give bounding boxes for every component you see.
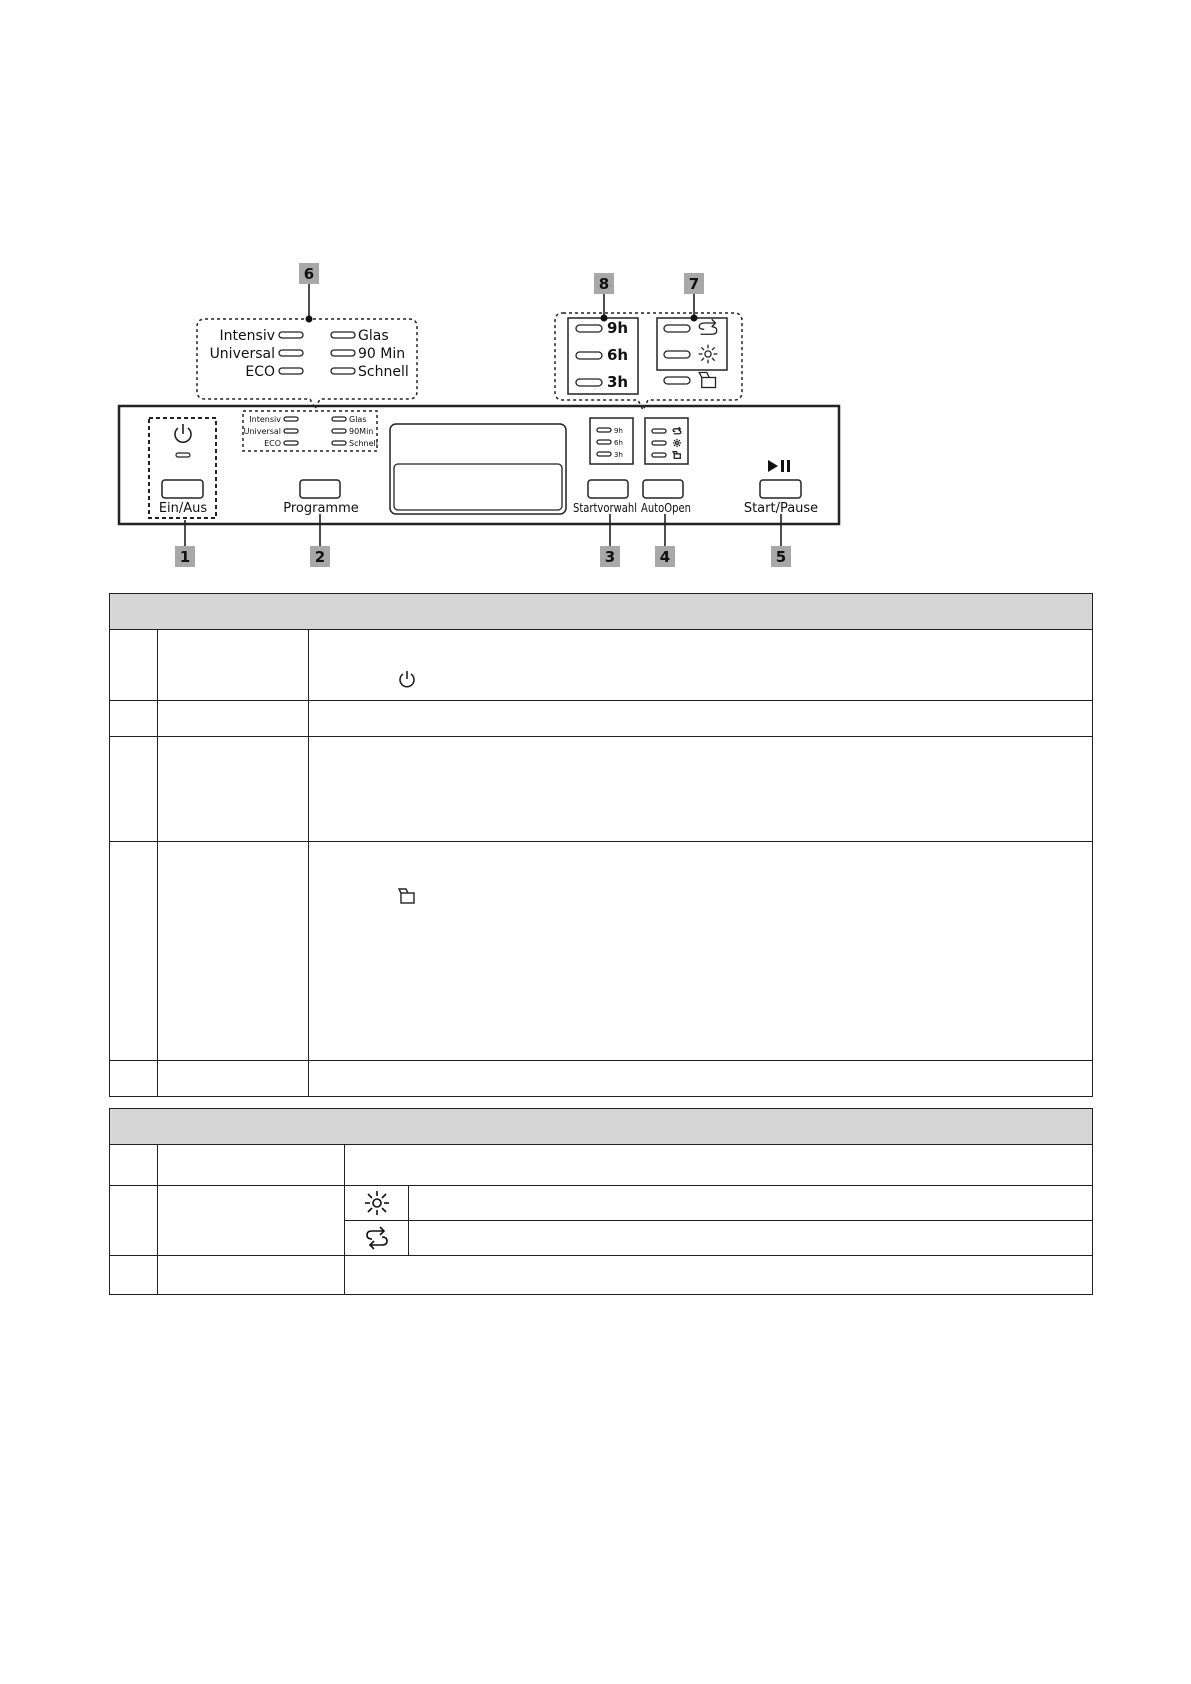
table-header-row	[110, 594, 1093, 630]
delay-light-label: 6h	[614, 439, 623, 447]
program-light-label: 90Min	[349, 427, 374, 436]
delay-light-label: 9h	[607, 319, 629, 337]
program-light-label: Intensiv	[219, 328, 275, 344]
rinse-aid-icon	[362, 1224, 392, 1252]
callout-number: 3	[604, 548, 616, 566]
program-light-label: ECO	[245, 364, 275, 380]
power-button-label: Ein/Aus	[158, 501, 208, 516]
indicators-table	[109, 1108, 1093, 1295]
delay-light-label: 6h	[607, 346, 629, 364]
program-indicator-light	[279, 368, 303, 374]
program-light-label: Universal	[243, 427, 281, 436]
auto-open-button-label: AutoOpen	[641, 501, 691, 515]
table-row	[110, 1186, 1093, 1221]
callout-number: 8	[598, 275, 610, 293]
callout-number: 2	[314, 548, 326, 566]
table-row	[110, 842, 1093, 1061]
program-light-label: Schnell	[358, 364, 409, 380]
delay-indicator-light	[576, 379, 602, 386]
callout-dot	[601, 315, 608, 322]
program-light-label: 90 Min	[358, 346, 406, 362]
power-icon	[397, 669, 417, 689]
callout-number: 5	[775, 548, 787, 566]
auto-open-icon	[397, 887, 417, 905]
callout-number: 1	[179, 548, 191, 566]
delay-start-button-label: Startvorwahl	[573, 501, 637, 515]
table-row	[110, 630, 1093, 701]
callout-number: 4	[659, 548, 671, 566]
status-indicator-light	[664, 377, 690, 384]
program-indicator-light	[331, 350, 355, 356]
table-row	[110, 1256, 1093, 1295]
delay-light-label: 9h	[614, 427, 623, 435]
callout-number: 7	[688, 275, 700, 293]
rinse-aid-icon	[699, 319, 717, 334]
program-indicator-light	[279, 350, 303, 356]
delay-indicator-light	[576, 352, 602, 359]
table-row	[110, 1145, 1093, 1186]
program-light-label: ECO	[264, 439, 281, 448]
salt-icon	[362, 1189, 392, 1217]
program-indicator-light	[331, 332, 355, 338]
callout-number: 6	[303, 265, 315, 283]
callout-dot	[691, 315, 698, 322]
program-light-label: Glas	[349, 415, 367, 424]
salt-icon	[699, 345, 718, 364]
program-light-label: Schnell	[349, 439, 378, 448]
delay-light-label: 3h	[614, 451, 623, 459]
callout-dot	[306, 316, 313, 323]
auto-open-icon	[699, 373, 715, 388]
table-row	[110, 1061, 1093, 1097]
status-indicator-light	[664, 325, 690, 332]
table-header-row	[110, 1109, 1093, 1145]
program-light-label: Intensiv	[249, 415, 281, 424]
start-pause-button-label: Start/Pause	[743, 501, 819, 516]
control-panel-diagram	[0, 0, 1191, 590]
status-indicator-light	[664, 351, 690, 358]
table-row	[110, 701, 1093, 737]
table-row	[110, 737, 1093, 842]
status-lights-box-top	[657, 318, 727, 370]
controls-table	[109, 593, 1093, 1097]
program-light-label: Glas	[358, 328, 389, 344]
program-indicator-light	[279, 332, 303, 338]
delay-light-label: 3h	[607, 373, 629, 391]
program-indicator-light	[331, 368, 355, 374]
programs-button-label: Programme	[283, 501, 359, 516]
delay-indicator-light	[576, 325, 602, 332]
program-light-label: Universal	[209, 346, 275, 362]
